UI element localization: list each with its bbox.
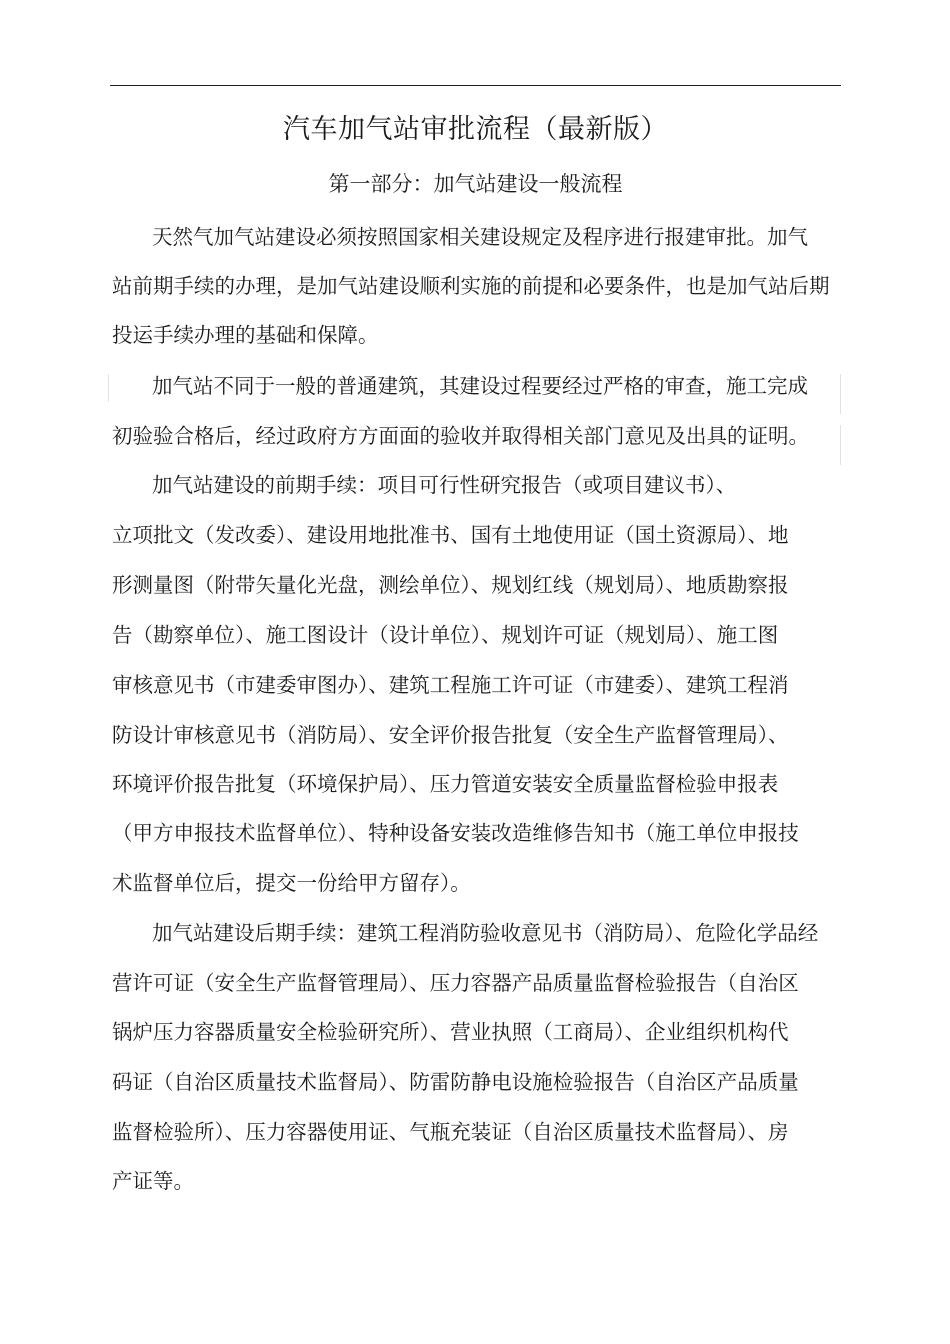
paragraph-line: 锅炉压力容器质量安全检验研究所）、营业执照（工商局）、企业组织机构代 [112, 1020, 789, 1044]
paragraph-line: 立项批文（发改委）、建设用地批准书、国有土地使用证（国土资源局）、地 [112, 523, 789, 547]
paragraph-line: （甲方申报技术监督单位）、特种设备安装改造维修告知书（施工单位申报技 [112, 821, 799, 845]
paragraph-line: 站前期手续的办理，是加气站建设顺利实施的前提和必要条件，也是加气站后期 [112, 274, 830, 298]
paragraph-line: 营许可证（安全生产监督管理局）、压力容器产品质量监督检验报告（自治区 [112, 971, 799, 995]
box-edge-right [840, 374, 841, 414]
paragraph-line: 加气站建设后期手续：建筑工程消防验收意见书（消防局）、危险化学品经 [152, 921, 819, 945]
box-edge-left [108, 374, 109, 402]
paragraph-line: 初验验合格后，经过政府方方面面的验收并取得相关部门意见及出具的证明。 [112, 424, 809, 448]
paragraph-line: 天然气加气站建设必须按照国家相关建设规定及程序进行报建审批。加气 [152, 225, 808, 249]
paragraph-line: 环境评价报告批复（环境保护局）、压力管道安装安全质量监督检验申报表 [112, 772, 779, 796]
paragraph-line: 码证（自治区质量技术监督局）、防雷防静电设施检验报告（自治区产品质量 [112, 1070, 799, 1094]
box-edge-right [840, 425, 841, 465]
paragraph-line: 形测量图（附带矢量化光盘，测绘单位）、规划红线（规划局）、地质勘察报 [112, 573, 789, 597]
paragraph-line: 产证等。 [112, 1169, 194, 1193]
section-subtitle: 第一部分：加气站建设一般流程 [328, 172, 623, 196]
paragraph-line: 术监督单位后，提交一份给甲方留存）。 [112, 871, 471, 895]
top-rule [110, 85, 841, 86]
paragraph-line: 监督检验所）、压力容器使用证、气瓶充装证（自治区质量技术监督局）、房 [112, 1120, 789, 1144]
paragraph-line: 加气站建设的前期手续：项目可行性研究报告（或项目建议书）、 [152, 473, 737, 497]
paragraph-line: 加气站不同于一般的普通建筑，其建设过程要经过严格的审查，施工完成 [152, 374, 808, 398]
paragraph-line: 防设计审核意见书（消防局）、安全评价报告批复（安全生产监督管理局）、 [112, 723, 789, 747]
document-title: 汽车加气站审批流程（最新版） [283, 114, 668, 145]
paragraph-line: 投运手续办理的基础和保障。 [112, 323, 379, 347]
paragraph-line: 审核意见书（市建委审图办）、建筑工程施工许可证（市建委）、建筑工程消 [112, 673, 789, 697]
paragraph-line: 告（勘察单位）、施工图设计（设计单位）、规划许可证（规划局）、施工图 [112, 623, 779, 647]
